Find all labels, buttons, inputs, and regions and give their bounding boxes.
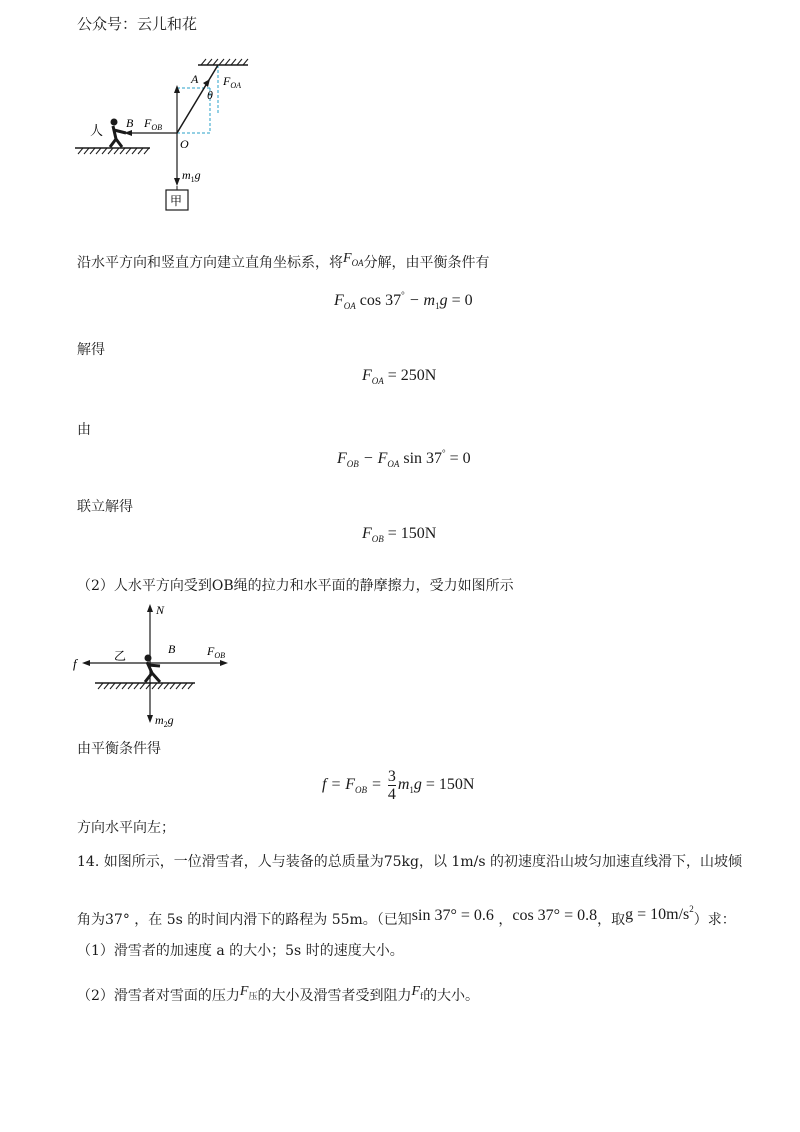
inline-foa: $F_{OA}$ — [343, 251, 364, 268]
fig2-person-label: 乙 — [114, 649, 127, 663]
fig1-theta: θ — [207, 88, 213, 102]
fig2-weight-label: $m_2g$ — [155, 713, 174, 729]
fig1-point-a: A — [191, 72, 199, 86]
fig2-friction-label: f — [73, 656, 77, 671]
fig2-normal-label: N — [156, 603, 165, 617]
person-figure-1 — [110, 119, 126, 148]
equation-horizontal-balance: $F_{OB} - F_{OA}$ sin 37° = 0 — [337, 448, 471, 469]
fig2-point-b: B — [168, 642, 176, 656]
person-figure-2 — [145, 655, 161, 683]
figure-1-force-diagram — [70, 55, 260, 220]
label-solve-1: 解得 — [77, 342, 105, 358]
fig1-fob-label: $F_{OB}$ — [144, 116, 163, 132]
label-direction: 方向水平向左； — [77, 820, 175, 836]
paragraph-decompose: 沿水平方向和竖直方向建立直角坐标系，将$F_{OA}$分解，由平衡条件有 — [77, 251, 490, 271]
equation-friction-result: $f = F_{OB}$ = $\frac{3}{4}$ $m_1g = 150N$ — [322, 768, 475, 803]
problem-14-question-1: （1）滑雪者的加速度 a 的大小；5s 时的速度大小。 — [77, 943, 404, 959]
label-joint-solve: 联立解得 — [77, 499, 133, 515]
figure-2-force-diagram — [70, 600, 250, 730]
problem-14-line-2: 角为37° ，在 5s 的时间内滑下的路程为 55m。（已知sin 37° = 0.6 ，cos 37° = 0.8，取$g = 10m/s^2$）求： — [77, 904, 736, 928]
fig2-fob-label: $F_{OB}$ — [207, 644, 226, 660]
header-account: 公众号：云儿和花 — [77, 15, 198, 33]
problem-14-line-1: 14. 如图所示，一位滑雪者，人与装备的总质量为75kg，以 1m/s 的初速度沿山坡匀加速直线滑下，山坡倾 — [77, 854, 742, 870]
fig1-point-b: B — [126, 116, 134, 130]
fig1-box-label: 甲 — [170, 194, 183, 208]
fig1-point-o: O — [180, 137, 189, 151]
equation-fob-result: $F_{OB} = 150N$ — [362, 525, 437, 544]
fig1-weight-label: $m_1g$ — [182, 168, 201, 184]
label-equilibrium: 由平衡条件得 — [77, 741, 161, 757]
equation-vertical-balance: $F_{OA}$ $\cos 37^\circ - m_1g = 0$ — [334, 290, 473, 311]
label-by: 由 — [77, 422, 91, 438]
problem-14-question-2: （2）滑雪者对雪面的压力$F_压$的大小及滑雪者受到阻力$F_f$的大小。 — [77, 984, 480, 1004]
fig1-person-label: 人 — [90, 123, 104, 138]
equation-foa-result: $F_{OA} = 250N$ — [362, 367, 437, 386]
paragraph-part-2: （2）人水平方向受到OB绳的拉力和水平面的静摩擦力，受力如图所示 — [77, 578, 514, 594]
fig1-foa-label: $F_{OA}$ — [223, 74, 242, 90]
